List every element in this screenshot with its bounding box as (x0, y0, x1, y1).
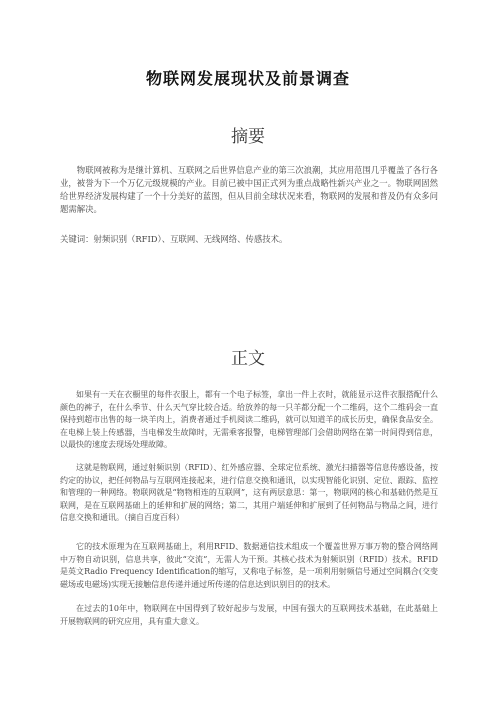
body-heading: 正文 (231, 349, 265, 369)
page-title: 物联网发展现状及前景调查 (145, 69, 350, 88)
body-paragraph: 它的技术原理为在互联网基础上，利用RFID、数据通信技术组成一个覆盖世界万事万物的整合网络网中万物自动识别，信息共享，彼此“交流”，无需人为干预。其核心技术为射频识别（RFID）技术。RFID是英文Radio Frequency Identification的缩写，又称电子标签，是一项利用射频信号通过空间耦合(交变磁场或电磁场)实现无接触信息传递并通过所传递的信息达到识别目的的技术。 (60, 542, 438, 589)
body-paragraph: 这就是物联网，通过射频识别（RFID）、红外感应器、全球定位系统、激光扫描器等信息传感设备，按约定的协议，把任何物品与互联网连接起来，进行信息交换和通讯，以实现智能化识别、定位、跟踪、监控和管理的一种网络。物联网就是“物物相连的互联网”，这有两层意思：第一，物联网的核心和基础仍然是互联网，是在互联网基础上的延伸和扩展的网络；第二，其用户端延伸和扩展到了任何物品与物品之间，进行信息交换和通讯。（摘自百度百科） (60, 463, 438, 523)
abstract-heading: 摘要 (231, 127, 265, 147)
body-paragraph: 在过去的10年中，物联网在中国得到了较好起步与发展，中国有强大的互联网技术基础，在此基础上开展物联网的研究应用，具有重大意义。 (60, 604, 438, 626)
keywords-line: 关键词：射频识别（RFID）、互联网、无线网络、传感技术。 (60, 234, 288, 244)
abstract-paragraph: 物联网被称为是继计算机、互联网之后世界信息产业的第三次浪潮，其应用范围几乎覆盖了各行各业，被誉为下一个万亿元级规模的产业。目前已被中国正式列为重点战略性新兴产业之一。物联网固然给世界经济发展构建了一个十分美好的蓝图，但从目前全球状况来看，物联网的发展和普及仍有众多问题需解决。 (60, 165, 438, 214)
body-paragraph: 如果有一天在衣橱里的每件衣服上，都有一个电子标签，拿出一件上衣时，就能显示这件衣服搭配什么颜色的裤子，在什么季节、什么天气穿比较合适。给放养的每一只羊都分配一个二维码，这个二维码会一直保持到超市出售的每一块羊肉上，消费者通过手机阅读二维码，就可以知道羊的成长历史，确保食品安全。在电梯上装上传感器，当电梯发生故障时，无需乘客报警，电梯管理部门会借助网络在第一时间得到信息，以最快的速度去现场处理故障。 (60, 390, 438, 450)
